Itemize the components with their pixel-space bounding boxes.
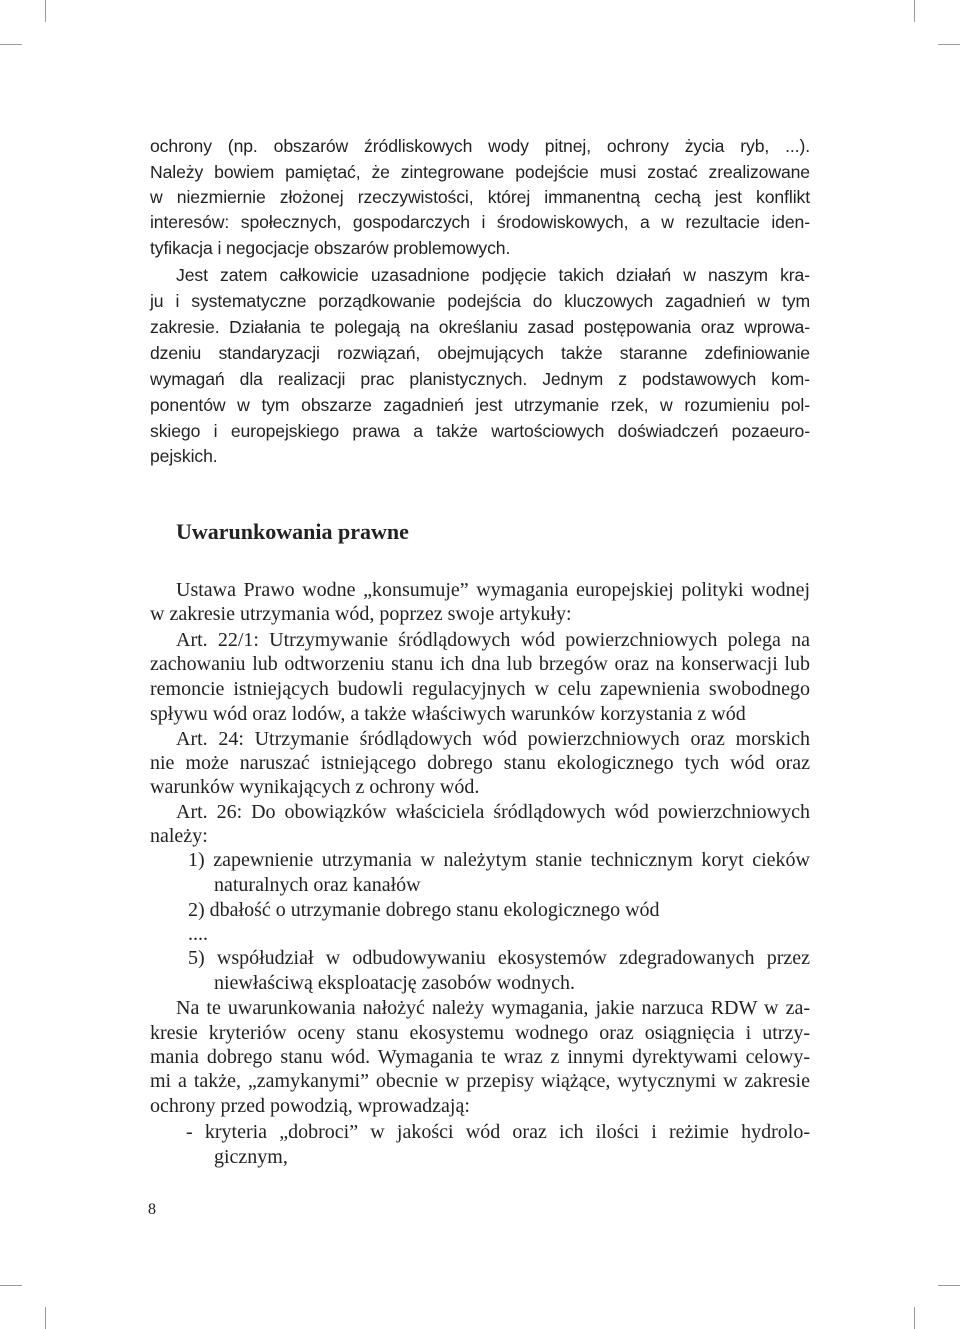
crop-mark [938,1285,960,1286]
page-number: 8 [148,1201,156,1218]
list-item-continuation: naturalnych oraz kanałów [214,874,421,896]
list-item: 2) dbałość o utrzymanie dobrego stanu ekologicznego wód [188,899,660,921]
crop-mark [938,44,960,45]
text-line: Jest zatem całkowicie uzasadnione podjęcie takich działań w naszym kra- [176,265,810,285]
text-line: ochrony (np. obszarów źródliskowych wody pitnej, ochrony życia ryb, ...). [150,136,810,156]
list-item: 1) zapewnienie utrzymania w należytym stanie technicznym koryt cieków [188,849,810,871]
text-line: spływu wód oraz lodów, a także właściwych warunków korzystania z wód [150,703,746,725]
crop-mark [914,1307,915,1329]
text-line: Art. 26: Do obowiązków właściciela śródlądowych wód powierzchniowych [176,801,810,823]
crop-mark [45,1307,46,1329]
crop-mark [0,1285,22,1286]
crop-mark [0,44,22,45]
text-line: w niezmiernie złożonej rzeczywistości, której immanentną cechą jest konflikt [150,187,810,207]
text-line: pejskich. [150,446,218,466]
text-line: ju i systematyczne porządkowanie podejścia do kluczowych zagadnień w tym [150,291,810,311]
dash-list-item: - kryteria „dobroci” w jakości wód oraz ich ilości i reżimie hydrolo- [186,1121,810,1143]
dash-list-item-continuation: gicznym, [214,1146,288,1168]
text-line: Art. 22/1: Utrzymywanie śródlądowych wód powierzchniowych polega na [176,629,810,651]
text-line: wymagań dla realizacji prac planistycznych. Jednym z podstawowych kom- [150,369,810,389]
text-line: nie może naruszać istniejącego dobrego stanu ekologicznego tych wód oraz [150,752,810,774]
text-line: ochrony przed powodzią, wprowadzają: [150,1095,470,1117]
text-line: zachowaniu lub odtworzeniu stanu ich dna lub brzegów oraz na konserwacji lub [150,653,810,675]
text-line: należy: [150,825,208,847]
text-line: Na te uwarunkowania nałożyć należy wymagania, jakie narzuca RDW w za- [176,997,810,1019]
text-line: skiego i europejskiego prawa a także wartościowych doświadczeń pozaeuro- [150,421,810,441]
text-line: remoncie istniejących budowli regulacyjnych w celu zapewnienia swobodnego [150,678,810,700]
text-line: interesów: społecznych, gospodarczych i środowiskowych, a w rezultacie iden- [150,212,810,232]
text-line: Ustawa Prawo wodne „konsumuje” wymagania europejskiej polityki wodnej [176,579,810,601]
list-item: 5) współudział w odbudowywaniu ekosystemów zdegradowanych przez [188,947,810,969]
text-line: kresie kryteriów oceny stanu ekosystemu wodnego oraz osiągnięcia i utrzy- [150,1022,810,1044]
text-line: warunków wynikających z ochrony wód. [150,776,480,798]
text-line: mania dobrego stanu wód. Wymagania te wraz z innymi dyrektywami celowy- [150,1046,810,1068]
list-ellipsis: .... [188,923,208,945]
text-line: Należy bowiem pamiętać, że zintegrowane podejście musi zostać zrealizowane [150,162,810,182]
text-line: zakresie. Działania te polegają na określaniu zasad postępowania oraz wprowa- [150,317,810,337]
text-line: w zakresie utrzymania wód, poprzez swoje artykuły: [150,603,572,625]
crop-mark [45,0,46,22]
text-line: ponentów w tym obszarze zagadnień jest utrzymanie rzek, w rozumieniu pol- [150,395,810,415]
section-heading: Uwarunkowania prawne [176,519,409,544]
text-line: Art. 24: Utrzymanie śródlądowych wód powierzchniowych oraz morskich [176,728,810,750]
text-line: mi a także, „zamykanymi” obecnie w przepisy wiążące, wytycznymi w zakresie [150,1070,810,1092]
crop-mark [914,0,915,22]
text-line: dzeniu standaryzacji rozwiązań, obejmujących także staranne zdefiniowanie [150,343,810,363]
list-item-continuation: niewłaściwą eksploatację zasobów wodnych. [214,972,575,994]
text-line: tyfikacja i negocjacje obszarów problemowych. [150,238,511,258]
